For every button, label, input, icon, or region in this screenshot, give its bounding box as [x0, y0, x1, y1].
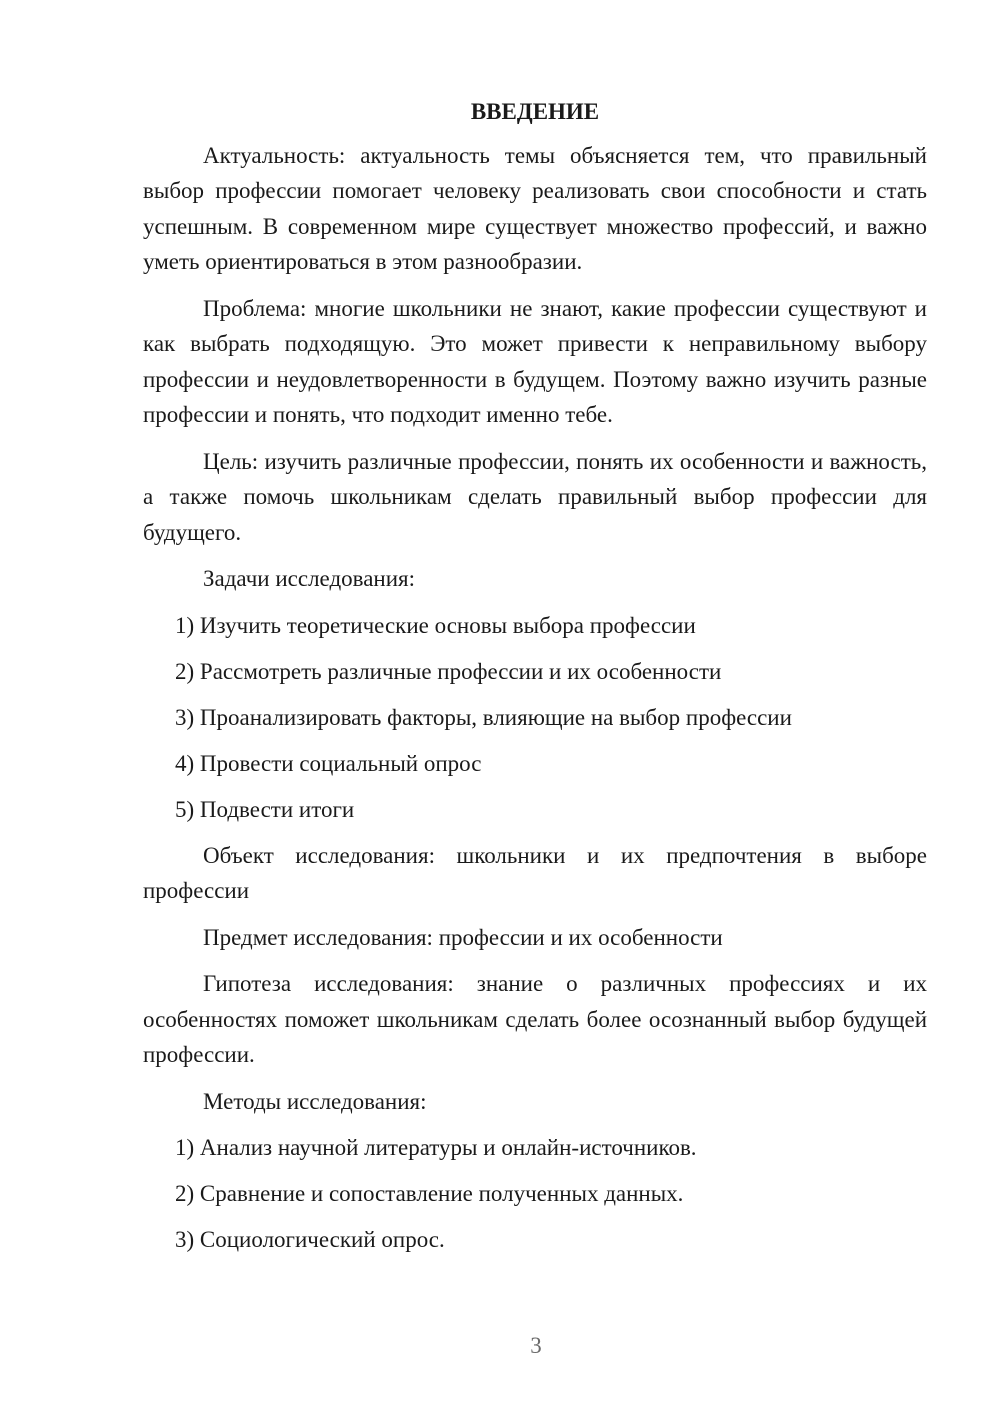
methods-heading: Методы исследования:: [203, 1088, 427, 1114]
page-content: [143, 94, 927, 1268]
tasks-heading: Задачи исследования:: [203, 566, 416, 591]
task-item: 4) Провести социальный опрос: [175, 750, 482, 776]
task-item: 3) Проанализировать факторы, влияющие на выбор профессии: [175, 704, 792, 730]
task-item: 5) Подвести итоги: [175, 796, 355, 822]
hypothesis-paragraph: Гипотеза исследования: знание о различных профессиях и их особенностях поможет школьникам сделать более осознанный выбор будущей профессии.: [143, 971, 927, 1067]
method-item: 1) Анализ научной литературы и онлайн-источников.: [175, 1135, 697, 1160]
object-paragraph: Объект исследования: школьники и их предпочтения в выборе профессии: [143, 842, 927, 903]
goal-paragraph: Цель: изучить различные профессии, понять их особенности и важность, а также помочь школьникам сделать правильный выбор профессии для будущего.: [143, 448, 927, 545]
method-item: 2) Сравнение и сопоставление полученных данных.: [175, 1181, 684, 1206]
page-title: ВВЕДЕНИЕ: [470, 99, 600, 124]
problem-paragraph: Проблема: многие школьники не знают, какие профессии существуют и как выбрать подходящую. Это может привести к неправильному выбору профессии и неудовлетворенности в будущем. Поэтому важно изучить разные профессии и понять, что подходит именно тебе.: [143, 295, 927, 427]
task-item: 1) Изучить теоретические основы выбора профессии: [175, 612, 696, 638]
task-item: 2) Рассмотреть различные профессии и их особенности: [175, 658, 722, 684]
method-item: 3) Социологический опрос.: [175, 1227, 445, 1252]
relevance-paragraph: Актуальность: актуальность темы объясняется тем, что правильный выбор профессии помогает человеку реализовать свои способности и стать успешным. В современном мире существует множество профессий, и важно уметь ориентироваться в этом разнообразии.: [143, 142, 927, 274]
subject-paragraph: Предмет исследования: профессии и их особенности: [203, 924, 723, 950]
page-number: 3: [530, 1333, 542, 1358]
